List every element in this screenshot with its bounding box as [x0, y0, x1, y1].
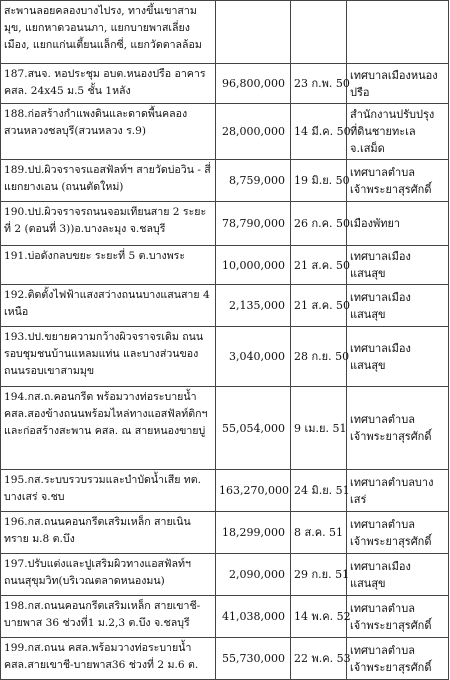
agency-cell: เทศบาลตำบลเจ้าพระยาสุรศักดิ์ [347, 638, 449, 680]
amount-cell: 55,730,000 [216, 638, 291, 680]
project-cell: สะพานลอยคลองบางไปรง, ทางขึ้นเขาสามมุข, แยกหาดวอนนภา, แยกบายพาสเลี่ยงเมือง, แยกแก่นเตี้ยนแล็กซี่, แยกวัดตาลล้อม [1, 1, 216, 64]
table-row [1, 470, 449, 512]
date-cell: 24 มิ.ย. 51 [291, 470, 347, 512]
project-cell: 195.กส.ระบบรวบรวมและบำบัดน้ำเสีย ทต. บางเสร่ จ.ชบ [1, 470, 216, 512]
date-cell: 8 ส.ค. 51 [291, 512, 347, 554]
agency-cell: เทศบาลตำบลเจ้าพระยาสุรศักดิ์ [347, 596, 449, 638]
agency-cell [347, 1, 449, 64]
amount-cell [216, 1, 291, 64]
project-cell: 191.บ่อดังกลบขยะ ระยะที่ 5 ต.บางพระ [1, 246, 216, 285]
date-cell: 14 มี.ค. 50 [291, 104, 347, 160]
date-cell: 21 ส.ค. 50 [291, 246, 347, 285]
project-cell: 197.ปรับแต่งและปูเสริมผิวทางแอสฟัลท์ฯ ถนนสุขุมวิท(บริเวณตลาดหนองมน) [1, 554, 216, 596]
project-cell: 199.กส.ถนน คสล.พร้อมวางท่อระบายน้ำ คสล.สายเขาชี-บายพาส36 ช่วงที่ 2 ม.6 ต. [1, 638, 216, 680]
amount-cell: 2,135,000 [216, 285, 291, 327]
project-cell: 187.สนจ. หอประชุม อบต.หนองปรือ อาคาร คสล. 24x45 ม.5 ชั้น 1หลัง [1, 64, 216, 104]
project-cell: 198.กส.ถนนคอนกรีตเสริมเหล็ก สายเขาชี-บายพาส 36 ช่วงที่1 ม.2,3 ต.บึง จ.ชลบุรี [1, 596, 216, 638]
amount-cell: 18,299,000 [216, 512, 291, 554]
project-cell: 196.กส.ถนนคอนกรีตเสริมเหล็ก สายเนินทราย ม.8 ต.บึง [1, 512, 216, 554]
table-row [1, 104, 449, 160]
table-row [1, 596, 449, 638]
amount-cell: 8,759,000 [216, 160, 291, 202]
table-row [1, 512, 449, 554]
agency-cell: เทศบาลตำบลเจ้าพระยาสุรศักดิ์ [347, 160, 449, 202]
date-cell [291, 1, 347, 64]
amount-cell: 2,090,000 [216, 554, 291, 596]
table-row [1, 64, 449, 104]
agency-cell: สำนักงานปรับปรุงที่ดินชายทะเล จ.เสม็ด [347, 104, 449, 160]
date-cell: 22 พ.ค. 53 [291, 638, 347, 680]
amount-cell: 28,000,000 [216, 104, 291, 160]
table-row [1, 1, 449, 64]
table-row [1, 285, 449, 327]
agency-cell: เทศบาลเมืองแสนสุข [347, 285, 449, 327]
project-cell: 190.ปป.ผิวจราจรถนนจอมเทียนสาย 2 ระยะที่ 2 (ตอนที่ 3))อ.บางละมุง จ.ชลบุรี [1, 202, 216, 246]
table-row [1, 554, 449, 596]
agency-cell: เทศบาลเมืองแสนสุข [347, 327, 449, 387]
agency-cell: เมืองพัทยา [347, 202, 449, 246]
table-row [1, 387, 449, 470]
amount-cell: 78,790,000 [216, 202, 291, 246]
table-row [1, 160, 449, 202]
agency-cell: เทศบาลตำบลเจ้าพระยาสุรศักดิ์ [347, 512, 449, 554]
date-cell: 21 ส.ค. 50 [291, 285, 347, 327]
date-cell: 29 ก.ย. 51 [291, 554, 347, 596]
amount-cell: 10,000,000 [216, 246, 291, 285]
amount-cell: 55,054,000 [216, 387, 291, 470]
date-cell: 14 พ.ค. 52 [291, 596, 347, 638]
date-cell: 9 เม.ย. 51 [291, 387, 347, 470]
table-row [1, 246, 449, 285]
date-cell: 19 มิ.ย. 50 [291, 160, 347, 202]
project-cell: 194.กส.ถ.คอนกรีต พร้อมวางท่อระบายน้ำ คสล.สองข้างถนนพร้อมไหล่ทางแอสฟัลท์ติกฯและก่อสร้างสะพาน คสล. ณ สายหนองขายบู่ [1, 387, 216, 470]
amount-cell: 163,270,000 [216, 470, 291, 512]
amount-cell: 96,800,000 [216, 64, 291, 104]
amount-cell: 41,038,000 [216, 596, 291, 638]
table-row [1, 202, 449, 246]
project-table-body [1, 1, 449, 680]
date-cell: 26 ก.ค. 50 [291, 202, 347, 246]
project-cell: 189.ปป.ผิวจราจรแอสฟัลท์ฯ สายวัดบ่อวิน - สี่แยกยางเอน (ถนนตัดใหม่) [1, 160, 216, 202]
table-row [1, 638, 449, 680]
date-cell: 23 ก.พ. 50 [291, 64, 347, 104]
project-cell: 192.ติดตั้งไฟฟ้าแสงสว่างถนนบางแสนสาย 4 เหนือ [1, 285, 216, 327]
agency-cell: เทศบาลตำบลเจ้าพระยาสุรศักดิ์ [347, 387, 449, 470]
agency-cell: เทศบาลเมืองแสนสุข [347, 554, 449, 596]
amount-cell: 3,040,000 [216, 327, 291, 387]
project-cell: 193.ปป.ขยายความกว้างผิวจราจรเดิม ถนนรอบชุมชนบ้านแหลมแท่น และบางส่วนของถนนรอบเขาสามมุข [1, 327, 216, 387]
project-cell: 188.ก่อสร้างกำแพงดินและดาดพื้นคลองสวนหลวงชลบุรี(สวนหลวง ร.9) [1, 104, 216, 160]
table-row [1, 327, 449, 387]
agency-cell: เทศบาลเมืองหนองปรือ [347, 64, 449, 104]
agency-cell: เทศบาลตำบลบางเสร่ [347, 470, 449, 512]
agency-cell: เทศบาลเมืองแสนสุข [347, 246, 449, 285]
date-cell: 28 ก.ย. 50 [291, 327, 347, 387]
